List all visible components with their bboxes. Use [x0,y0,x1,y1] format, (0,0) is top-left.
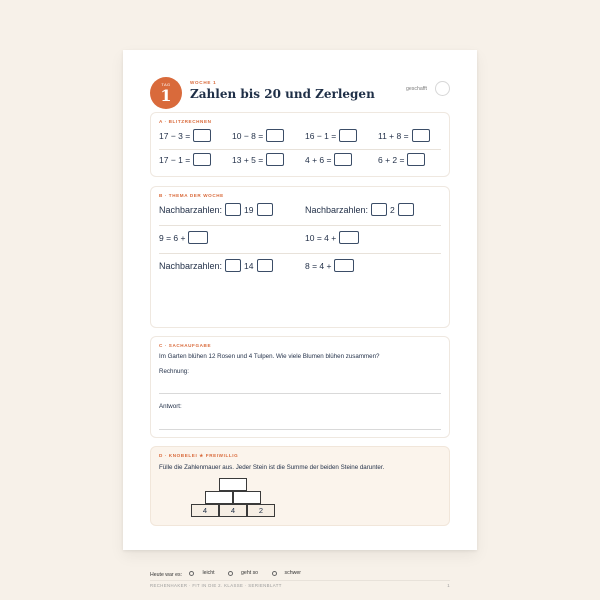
decomposition-expression: 9 = 6 + [159,232,186,243]
calculation-line[interactable] [159,393,441,394]
difficulty-option-label: schwer [284,570,301,576]
number-wall-base-brick: 2 [247,504,275,517]
difficulty-rating [150,570,313,578]
difficulty-option-label: geht so [241,570,259,576]
answer-box[interactable] [398,203,414,216]
word-problem-text: Im Garten blühen 12 Rosen und 4 Tulpen. Wie viele Blumen blühen zusammen? [159,353,380,360]
calc-item [305,153,352,166]
footer-left-text: RECHENHAKER · FIT IN DIE 2. KLASSE · SERIENBLATT [150,583,282,588]
calc-expression: 6 + 2 = [378,154,405,165]
difficulty-option-easy[interactable] [189,570,220,576]
answer-box[interactable] [257,259,273,272]
answer-box[interactable] [225,203,241,216]
number-wall-instructions: Fülle die Zahlenmauer aus. Jeder Stein ist die Summe der beiden Steine darunter. [159,464,385,471]
calc-item [159,129,211,142]
calc-expression: 4 + 6 = [305,154,332,165]
decomposition-item [305,259,354,272]
section-a-divider [159,149,441,150]
neighbor-value: 14 [244,260,254,271]
worksheet-header [150,77,450,109]
answer-box[interactable] [257,203,273,216]
number-wall-base-brick: 4 [219,504,247,517]
answer-box[interactable] [225,259,241,272]
section-b-row-3 [159,259,441,277]
difficulty-option-medium[interactable] [228,570,264,576]
number-wall-base-brick: 4 [191,504,219,517]
answer-box[interactable] [407,153,425,166]
done-checkbox[interactable] [435,81,450,96]
decomposition-item [159,231,208,244]
day-badge [150,77,182,109]
answer-box[interactable] [188,231,208,244]
calc-item [378,153,425,166]
neighbor-numbers-label: Nachbarzahlen: [305,204,369,215]
section-b-divider-2 [159,253,441,254]
calc-expression: 16 − 1 = [305,130,337,141]
week-label: WOCHE 1 [190,80,217,85]
answer-box[interactable] [339,231,359,244]
calculation-label: Rechnung: [159,368,189,375]
page-number: 1 [447,583,450,588]
neighbor-numbers-label: Nachbarzahlen: [159,260,223,271]
radio-circle-icon [228,571,233,576]
page-footer [150,583,450,588]
calc-item [232,153,284,166]
section-a-row-1 [159,129,441,145]
number-wall-middle-brick[interactable] [205,491,233,504]
answer-box[interactable] [371,203,387,216]
calc-item [305,129,357,142]
footer-divider [150,580,450,581]
calc-expression: 10 − 8 = [232,130,264,141]
section-a-row-2 [159,153,441,169]
neighbor-numbers-item [305,203,414,216]
section-b-title: B · THEMA DER WOCHE [159,193,224,198]
calc-item [378,129,430,142]
section-a-title: A · BLITZRECHNEN [159,119,212,124]
difficulty-option-hard[interactable] [272,570,307,576]
neighbor-numbers-item [159,203,273,216]
answer-box[interactable] [334,153,352,166]
decomposition-expression: 8 = 4 + [305,260,332,271]
answer-box[interactable] [266,153,284,166]
calc-expression: 11 + 8 = [378,130,409,141]
number-wall [191,478,279,523]
answer-box[interactable] [339,129,357,142]
difficulty-option-label: leicht [202,570,215,576]
section-c [150,336,450,438]
number-wall-top-brick[interactable] [219,478,247,491]
answer-box[interactable] [334,259,354,272]
section-b-divider-1 [159,225,441,226]
done-label: geschafft [406,85,427,92]
section-b-row-2 [159,231,441,249]
answer-box[interactable] [193,129,211,142]
section-b-row-1 [159,203,441,221]
calc-expression: 13 + 5 = [232,154,264,165]
difficulty-label: Heute war es: [150,571,183,578]
decomposition-item [305,231,359,244]
section-d [150,446,450,526]
answer-label: Antwort: [159,403,182,410]
neighbor-numbers-item [159,259,273,272]
worksheet-page [123,50,477,588]
page-title: Zahlen bis 20 und Zerlegen [190,87,375,101]
neighbor-value: 2 [390,204,395,215]
calc-expression: 17 − 3 = [159,130,191,141]
neighbor-value: 19 [244,204,254,215]
section-d-title: D · KNOBELEI ★ FREIWILLIG [159,453,239,458]
answer-box[interactable] [412,129,430,142]
section-a [150,112,450,177]
section-c-title: C · SACHAUFGABE [159,343,212,348]
radio-circle-icon [189,571,194,576]
done-checkbox-group [406,81,450,96]
calc-expression: 17 − 1 = [159,154,191,165]
radio-circle-icon [272,571,277,576]
section-b [150,186,450,328]
answer-line[interactable] [159,429,441,430]
calc-item [159,153,211,166]
decomposition-expression: 10 = 4 + [305,232,337,243]
number-wall-middle-brick[interactable] [233,491,261,504]
neighbor-numbers-label: Nachbarzahlen: [159,204,223,215]
answer-box[interactable] [266,129,284,142]
day-badge-number: 1 [160,86,172,105]
answer-box[interactable] [193,153,211,166]
calc-item [232,129,284,142]
day-badge-label: TAG [161,82,171,87]
